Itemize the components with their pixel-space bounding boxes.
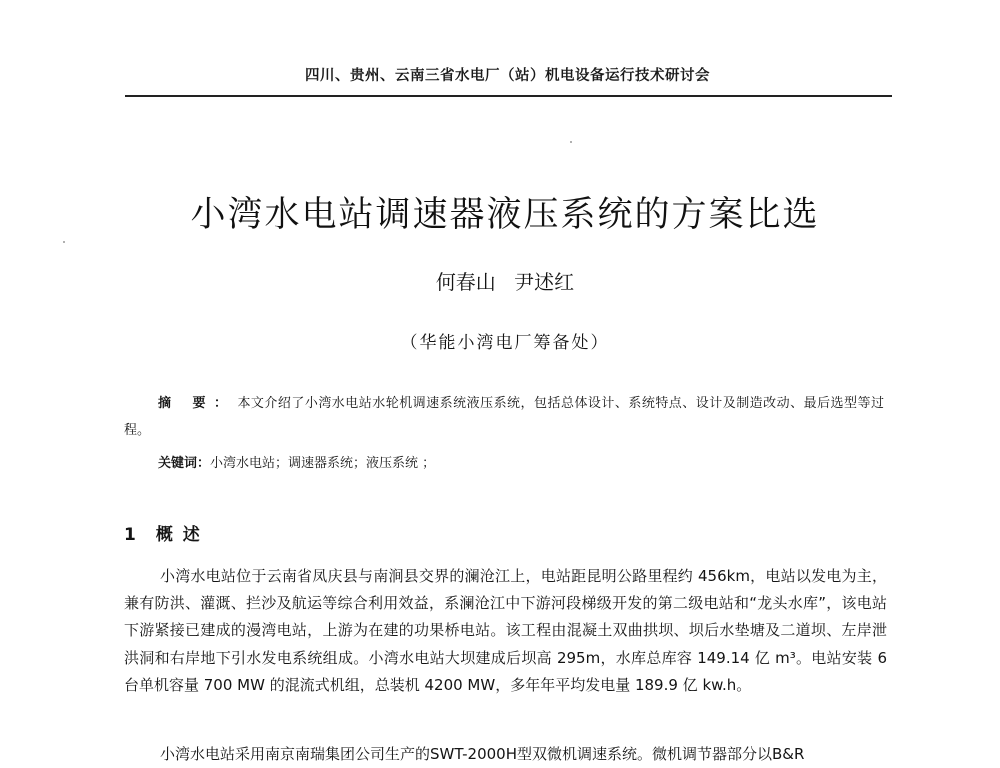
abstract [124, 390, 884, 444]
keywords-label: 关键词： [158, 456, 211, 471]
section-title: 概 述 [155, 525, 202, 545]
author-list [100, 266, 910, 295]
section-number: 1 [124, 525, 138, 545]
keywords-text: 小湾水电站；调速器系统；液压系统 ； [210, 456, 436, 471]
section-heading [124, 520, 202, 545]
affiliation: （华能小湾电厂筹备处） [400, 333, 610, 353]
abstract-text: 本文介绍了小湾水电站水轮机调速系统液压系统，包括总体设计、系统特点、设计及制造改动、最后选型等过程。 [124, 396, 884, 438]
scan-speck [570, 141, 572, 143]
scan-speck [63, 241, 65, 243]
paper-title: 小湾水电站调速器液压系统的方案比选 [190, 195, 820, 235]
body-paragraph: 小湾水电站位于云南省凤庆县与南涧县交界的澜沧江上，电站距昆明公路里程约 456km，电站以发电为主，兼有防洪、灌溉、拦沙及航运等综合利用效益，系澜沧江中下游河段梯级开发的第二级电站和“龙头水库”，该电站下游紧接已建成的漫湾电站，上游为在建的功果桥电站。该工程由混凝土双曲拱坝、坝后水垫塘及二道坝、左岸泄洪洞和右岸地下引水发电系统组成。小湾水电站大坝建成后坝高 295m，水库总库容 149.14 亿 m³。电站安装 6 台单机容量 700 MW 的混流式机组，总装机 4200 MW，多年年平均发电量 189.9 亿 kw.h。 [124, 567, 887, 694]
body-paragraph: 小湾水电站采用南京南瑞集团公司生产的SWT-2000H型双微机调速系统。微机调节器部分以B&R [160, 745, 805, 763]
author-name: 何春山 [435, 270, 496, 294]
author-name: 尹述红 [514, 270, 575, 294]
abstract-label: 摘 要： [158, 396, 236, 411]
running-header: 四川、贵州、云南三省水电厂（站）机电设备运行技术研讨会 [305, 68, 710, 84]
keywords [158, 450, 435, 477]
header-rule [125, 95, 892, 97]
